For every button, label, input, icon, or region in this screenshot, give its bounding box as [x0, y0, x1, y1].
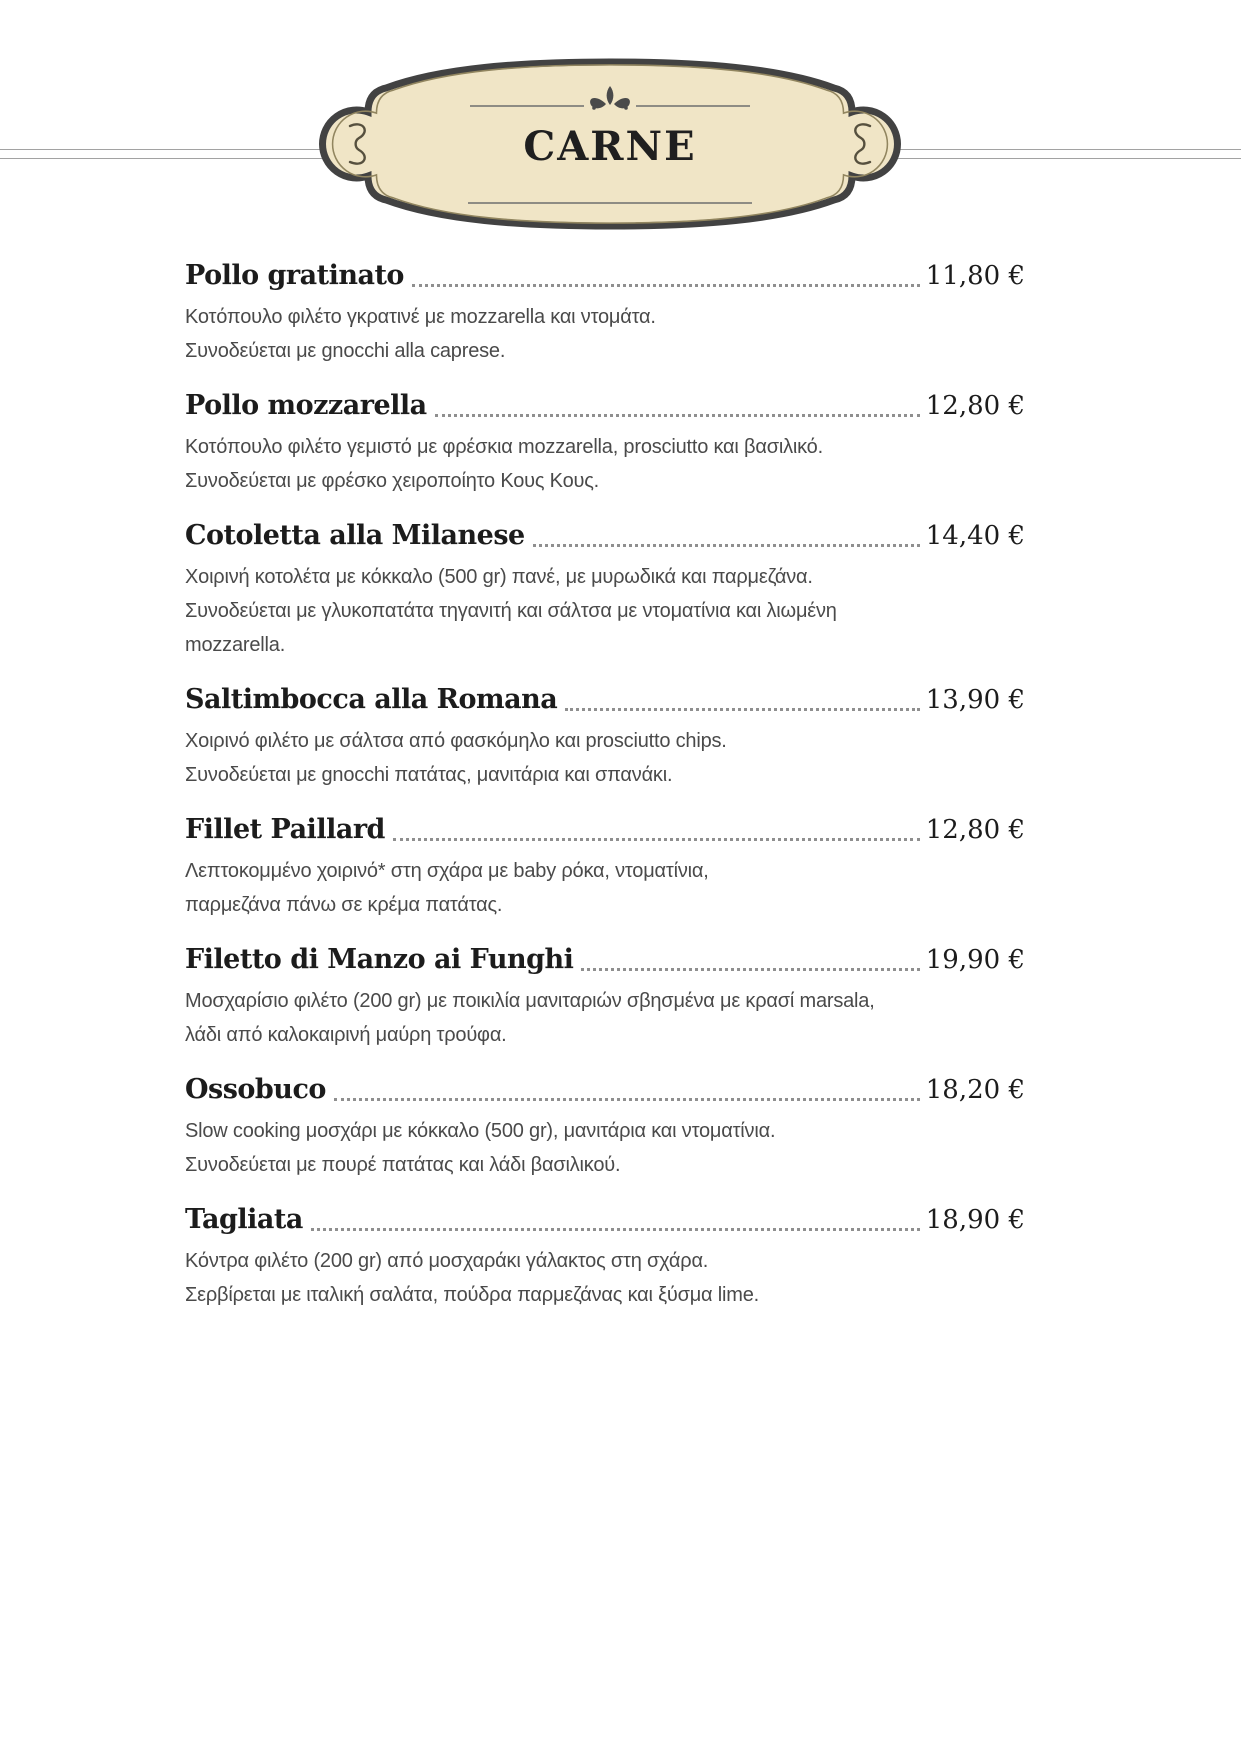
menu-item-name: Saltimbocca alla Romana — [185, 684, 558, 715]
menu-item-description — [185, 1114, 1025, 1182]
menu-item-description-line: mozzarella. — [185, 634, 286, 656]
menu-item — [185, 1202, 1025, 1312]
menu-item — [185, 518, 1025, 662]
dotted-leader — [311, 1228, 920, 1231]
menu-item-name: Cotoletta alla Milanese — [185, 520, 525, 551]
menu-item — [185, 1072, 1025, 1182]
menu-item-line — [185, 258, 1025, 294]
menu-item-description-line: Συνοδεύεται με gnocchi πατάτας, μανιτάρια και σπανάκι. — [185, 764, 673, 786]
menu-item-price: 12,80 € — [925, 391, 1025, 421]
menu-list — [185, 258, 1025, 1312]
menu-item-price: 11,80 € — [925, 261, 1025, 291]
menu-item-name: Fillet Paillard — [185, 814, 385, 845]
menu-item-description-line: παρμεζάνα πάνω σε κρέμα πατάτας. — [185, 894, 503, 916]
menu-item-line — [185, 812, 1025, 848]
menu-item-price: 13,90 € — [925, 685, 1025, 715]
menu-item-name: Pollo gratinato — [185, 260, 404, 291]
menu-item — [185, 388, 1025, 498]
menu-item-line — [185, 942, 1025, 978]
menu-item-price: 19,90 € — [925, 945, 1025, 975]
menu-item-description-line: Κοτόπουλο φιλέτο γκρατινέ με mozzarella και ντομάτα. — [185, 306, 656, 328]
menu-item-description — [185, 1244, 1025, 1312]
dotted-leader — [393, 838, 920, 841]
menu-item — [185, 682, 1025, 792]
menu-item-description-line: Λεπτοκομμένο χοιρινό* στη σχάρα με baby ρόκα, ντοματίνια, — [185, 860, 709, 882]
menu-item-price: 12,80 € — [925, 815, 1025, 845]
menu-item — [185, 942, 1025, 1052]
menu-item-name: Filetto di Manzo ai Funghi — [185, 944, 574, 975]
menu-item-description-line: Χοιρινό φιλέτο με σάλτσα από φασκόμηλο και prosciutto chips. — [185, 730, 727, 752]
menu-item-description — [185, 854, 1025, 922]
menu-item-price: 14,40 € — [925, 521, 1025, 551]
menu-item-description-line: Συνοδεύεται με gnocchi alla caprese. — [185, 340, 506, 362]
dotted-leader — [565, 708, 920, 711]
menu-item-description-line: Κόντρα φιλέτο (200 gr) από μοσχαράκι γάλακτος στη σχάρα. — [185, 1250, 709, 1272]
menu-item-description — [185, 430, 1025, 498]
menu-item-name: Tagliata — [185, 1204, 303, 1235]
menu-item-line — [185, 518, 1025, 554]
menu-item-description — [185, 560, 1025, 662]
menu-item-description-line: Μοσχαρίσιο φιλέτο (200 gr) με ποικιλία μανιταριών σβησμένα με κρασί marsala, — [185, 990, 875, 1012]
menu-item-line — [185, 682, 1025, 718]
menu-item-description-line: Συνοδεύεται με πουρέ πατάτας και λάδι βασιλικού. — [185, 1154, 621, 1176]
section-title: CARNE — [523, 123, 697, 170]
menu-item-name: Pollo mozzarella — [185, 390, 427, 421]
menu-item-description-line: Χοιρινή κοτολέτα με κόκκαλο (500 gr) πανέ, με μυρωδικά και παρμεζάνα. — [185, 566, 813, 588]
menu-item-description-line: λάδι από καλοκαιρινή μαύρη τρούφα. — [185, 1024, 507, 1046]
menu-item-description — [185, 984, 1025, 1052]
menu-item — [185, 812, 1025, 922]
menu-item-description-line: Σερβίρεται με ιταλική σαλάτα, πούδρα παρμεζάνας και ξύσμα lime. — [185, 1284, 760, 1306]
dotted-leader — [581, 968, 919, 971]
dotted-leader — [435, 414, 920, 417]
menu-item-description — [185, 724, 1025, 792]
menu-item-line — [185, 1202, 1025, 1238]
dotted-leader — [412, 284, 920, 287]
menu-item-description — [185, 300, 1025, 368]
menu-item-description-line: Slow cooking μοσχάρι με κόκκαλο (500 gr), μανιτάρια και ντοματίνια. — [185, 1120, 776, 1142]
menu-item — [185, 258, 1025, 368]
dotted-leader — [334, 1098, 920, 1101]
menu-item-description-line: Συνοδεύεται με γλυκοπατάτα τηγανιτή και σάλτσα με ντοματίνια και λιωμένη — [185, 600, 837, 622]
dotted-leader — [533, 544, 920, 547]
menu-item-name: Ossobuco — [185, 1074, 326, 1105]
menu-item-line — [185, 1072, 1025, 1108]
menu-item-price: 18,90 € — [925, 1205, 1025, 1235]
menu-item-line — [185, 388, 1025, 424]
menu-item-description-line: Συνοδεύεται με φρέσκο χειροποίητο Κους Κους. — [185, 470, 600, 492]
menu-item-description-line: Κοτόπουλο φιλέτο γεμιστό με φρέσκια mozzarella, prosciutto και βασιλικό. — [185, 436, 823, 458]
menu-item-price: 18,20 € — [925, 1075, 1025, 1105]
